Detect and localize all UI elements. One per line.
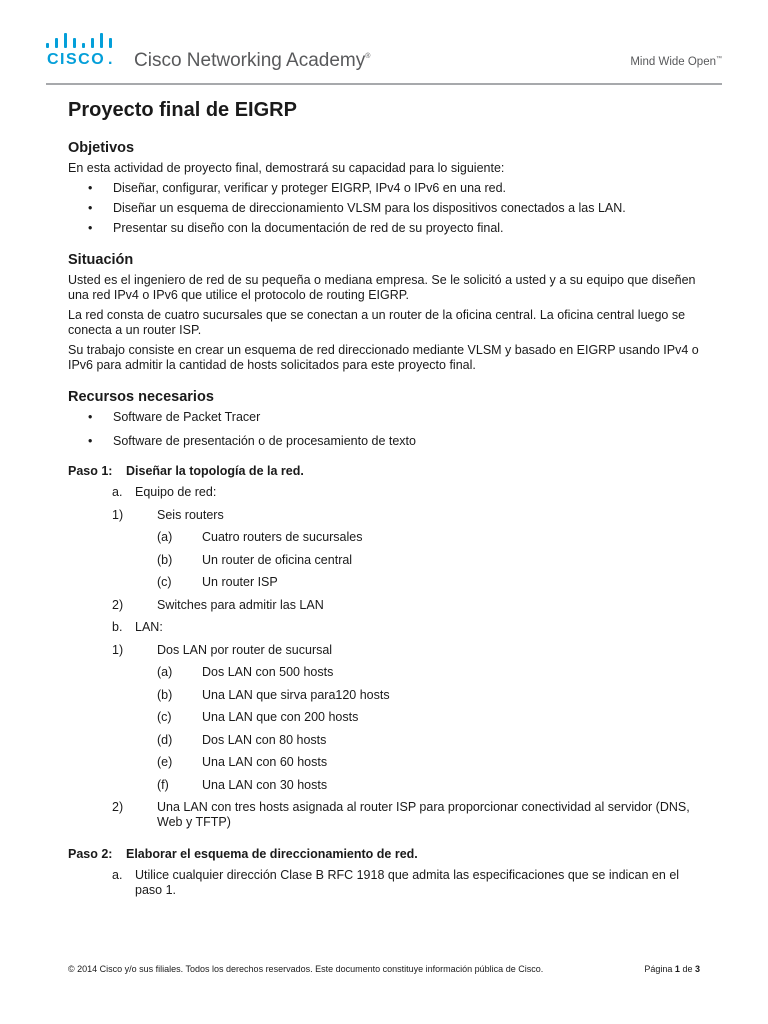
list-item bbox=[157, 530, 708, 545]
list-item-text: Cuatro routers de sucursales bbox=[202, 530, 363, 544]
situation-paragraph: Usted es el ingeniero de red de su pequeña o mediana empresa. Se le solicitó a usted y a su equipo que diseñen una red IPv4 o IPv6 que utilice el protocolo de routing EIGRP. bbox=[68, 273, 696, 302]
list-marker: (b) bbox=[157, 687, 173, 702]
list-marker: (a) bbox=[157, 530, 173, 544]
list-item bbox=[112, 800, 708, 830]
list-item-text: Una LAN con tres hosts asignada al router ISP para proporcionar conectividad al servidor (DNS, Web y TFTP) bbox=[157, 800, 690, 829]
page-current: 1 bbox=[674, 964, 680, 974]
cisco-logo-wordmark: CISCO bbox=[47, 51, 106, 68]
list-marker: (b) bbox=[157, 552, 173, 567]
step1-list bbox=[90, 485, 708, 830]
registered-mark: ® bbox=[365, 53, 371, 60]
list-item bbox=[112, 642, 708, 793]
tagline bbox=[630, 56, 722, 68]
copyright-notice: © 2014 Cisco y/o sus filiales. Todos los derechos reservados. Este documento constituye información pública de Cisco. bbox=[68, 964, 544, 974]
situation-paragraph: Su trabajo consiste en crear un esquema de red direccionado mediante VLSM y basado en EIGRP usando IPv4 o IPv6 para admitir la cantidad de hosts solicitados para este proyecto final. bbox=[68, 343, 699, 372]
list-item-text: Equipo de red: bbox=[135, 485, 217, 499]
list-marker: b. bbox=[112, 620, 123, 634]
academy-name bbox=[134, 50, 370, 72]
list-item-text: Dos LAN por router de sucursal bbox=[157, 642, 333, 657]
situation-paragraph: La red consta de cuatro sucursales que se conectan a un router de la oficina central. La oficina central luego se conecta a un router ISP. bbox=[68, 308, 686, 337]
page-total: 3 bbox=[694, 964, 700, 974]
situation-heading: Situación bbox=[68, 252, 134, 268]
list-item-text: Una LAN que con 200 hosts bbox=[202, 710, 359, 724]
list-marker: (c) bbox=[157, 710, 172, 724]
list-marker: 2) bbox=[112, 597, 124, 612]
sublist bbox=[157, 665, 708, 793]
list-item bbox=[157, 777, 708, 793]
list-marker: (c) bbox=[157, 575, 172, 589]
list-marker: 1) bbox=[112, 507, 124, 522]
step1-title: Diseñar la topología de la red. bbox=[126, 464, 304, 478]
list-marker: (e) bbox=[157, 755, 173, 769]
document-body bbox=[68, 96, 708, 898]
list-item-text: Dos LAN con 500 hosts bbox=[202, 665, 334, 679]
list-item bbox=[157, 732, 708, 748]
tagline-text: Mind Wide Open bbox=[630, 56, 716, 68]
list-item: • Diseñar, configurar, verificar y proteger EIGRP, IPv4 o IPv6 en una red. bbox=[68, 181, 708, 196]
list-item-text: Seis routers bbox=[157, 507, 224, 522]
list-item: • Software de presentación o de procesamiento de texto bbox=[68, 434, 708, 449]
sublist bbox=[112, 642, 708, 831]
list-marker: a. bbox=[112, 485, 123, 499]
page-header bbox=[0, 0, 768, 88]
cisco-logo-dot: . bbox=[108, 51, 113, 68]
list-item-text: Utilice cualquier dirección Clase B RFC 1918 que admita las especificaciones que se indican en el paso 1. bbox=[135, 868, 680, 897]
resources-heading: Recursos necesarios bbox=[68, 389, 214, 405]
step1-heading bbox=[68, 463, 708, 479]
step1-number: Paso 1: bbox=[68, 464, 113, 478]
step2-list bbox=[90, 868, 708, 898]
page-of: de bbox=[682, 964, 693, 974]
document-title: Proyecto final de EIGRP bbox=[68, 99, 297, 121]
list-marker: (d) bbox=[157, 732, 173, 747]
objectives-list bbox=[68, 181, 708, 236]
step2-number: Paso 2: bbox=[68, 847, 113, 861]
list-marker: a. bbox=[112, 868, 123, 882]
sublist bbox=[157, 530, 708, 590]
list-item-text: Una LAN que sirva para120 hosts bbox=[202, 687, 390, 702]
list-marker: 2) bbox=[112, 800, 124, 814]
list-marker: (f) bbox=[157, 777, 169, 792]
sublist bbox=[112, 507, 708, 613]
page-number bbox=[644, 964, 700, 974]
objectives-heading: Objetivos bbox=[68, 140, 135, 156]
list-item: • Diseñar un esquema de direccionamiento VLSM para los dispositivos conectados a las LAN. bbox=[68, 201, 708, 216]
list-item: • Software de Packet Tracer bbox=[68, 410, 708, 425]
page-label: Página bbox=[644, 964, 673, 974]
list-item-text: Un router ISP bbox=[202, 575, 278, 589]
list-item: • Presentar su diseño con la documentación de red de su proyecto final. bbox=[68, 221, 708, 236]
list-item bbox=[157, 755, 708, 770]
list-marker: 1) bbox=[112, 642, 124, 657]
list-item bbox=[112, 485, 708, 613]
resources-list bbox=[68, 410, 708, 449]
step2-title: Elaborar el esquema de direccionamiento de red. bbox=[126, 847, 418, 861]
cisco-logo-bars-icon bbox=[46, 32, 112, 48]
list-marker: (a) bbox=[157, 665, 173, 679]
list-item bbox=[157, 665, 708, 680]
list-item-text: Switches para admitir las LAN bbox=[157, 597, 324, 612]
page-footer bbox=[68, 964, 700, 974]
objectives-intro: En esta actividad de proyecto final, demostrará su capacidad para lo siguiente: bbox=[68, 161, 505, 175]
list-item-text: LAN: bbox=[135, 620, 163, 634]
list-item-text: Un router de oficina central bbox=[202, 552, 353, 567]
academy-name-text: Cisco Networking Academy bbox=[134, 50, 366, 71]
list-item bbox=[157, 710, 708, 725]
list-item bbox=[112, 868, 708, 898]
list-item bbox=[112, 507, 708, 591]
list-item-text: Dos LAN con 80 hosts bbox=[202, 732, 327, 747]
list-item bbox=[157, 687, 708, 703]
list-item-text: Una LAN con 60 hosts bbox=[202, 755, 328, 769]
list-item bbox=[157, 552, 708, 568]
header-divider bbox=[46, 83, 722, 85]
list-item bbox=[112, 597, 708, 613]
list-item-text: Una LAN con 30 hosts bbox=[202, 777, 328, 792]
list-item bbox=[157, 575, 708, 590]
list-item bbox=[112, 620, 708, 830]
step2-heading bbox=[68, 846, 708, 862]
trademark-mark: ™ bbox=[716, 56, 722, 62]
